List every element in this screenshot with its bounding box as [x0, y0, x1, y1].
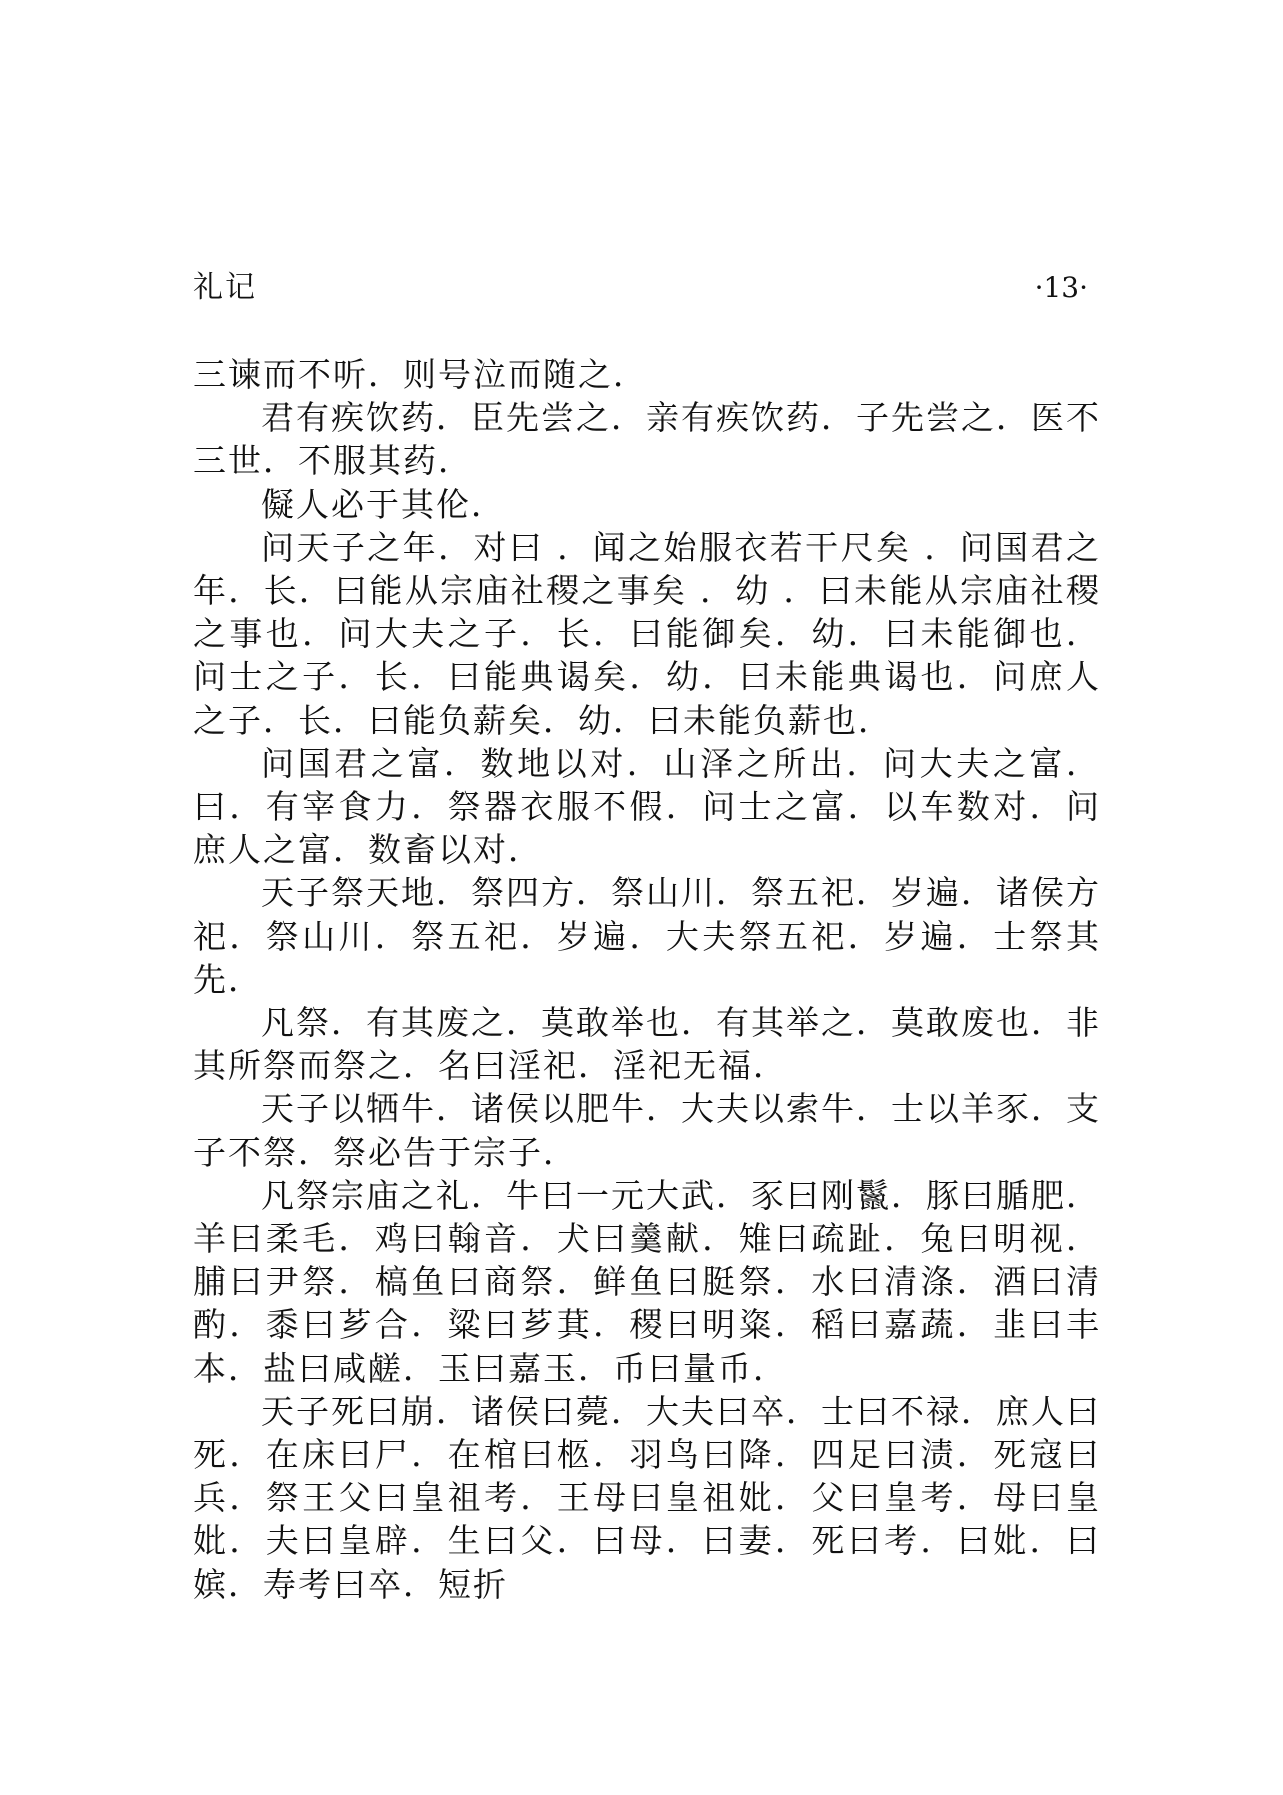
paragraph: 天子以牺牛．诸侯以肥牛．大夫以索牛．士以羊豕．支子不祭．祭必告于宗子． — [193, 1089, 1101, 1172]
paragraph: 天子死曰崩．诸侯曰薨．大夫曰卒．士曰不禄．庶人曰死．在床曰尸．在棺曰柩．羽鸟曰降．四足曰渍．死寇曰兵．祭王父曰皇祖考．王母曰皇祖妣．父曰皇考．母曰皇妣．夫曰皇辟．生曰父．曰母．曰妻．死曰考．曰妣．曰嫔．寿考曰卒．短折 — [193, 1391, 1101, 1604]
running-header-title: 礼记 — [193, 270, 257, 305]
paragraph: 问国君之富．数地以对．山泽之所出．问大夫之富．曰．有宰食力．祭器衣服不假．问士之富．以车数对．问庶人之富．数畜以对． — [193, 743, 1101, 870]
paragraph: 君有疾饮药．臣先尝之．亲有疾饮药．子先尝之．医不三世．不服其药． — [193, 398, 1101, 481]
page-number: ·13· — [1034, 271, 1088, 304]
paragraph: 凡祭宗庙之礼．牛曰一元大武．豕曰刚鬣．豚曰腯肥．羊曰柔毛．鸡曰翰音．犬曰羹献．雉曰疏趾．兔曰明视．脯曰尹祭．槁鱼曰商祭．鲜鱼曰脡祭．水曰清涤．酒曰清酌．黍曰芗合．粱曰芗萁．稷曰明粢．稻曰嘉蔬．韭曰丰本．盐曰咸鹾．玉曰嘉玉．币曰量币． — [193, 1175, 1101, 1388]
paragraph: 天子祭天地．祭四方．祭山川．祭五祀．岁遍．诸侯方祀．祭山川．祭五祀．岁遍．大夫祭五祀．岁遍．士祭其先． — [193, 873, 1101, 999]
body-text — [193, 353, 1101, 1606]
paragraph: 儗人必于其伦． — [261, 484, 506, 524]
paragraph: 凡祭．有其废之．莫敢举也．有其举之．莫敢废也．非其所祭而祭之．名曰淫祀．淫祀无福． — [193, 1003, 1101, 1086]
paragraph: 问天子之年．对曰 ．闻之始服衣若干尺矣 ．问国君之年．长．曰能从宗庙社稷之事矣 ．幼 ．曰未能从宗庙社稷之事也．问大夫之子．长．曰能御矣．幼．曰未能御也．问士之子．长．曰能典谒矣．幼．曰未能典谒也．问庶人之子．长．曰能负薪矣．幼．曰未能负薪也． — [193, 527, 1101, 740]
paragraph-continued: 三谏而不听．则号泣而随之． — [193, 355, 648, 394]
